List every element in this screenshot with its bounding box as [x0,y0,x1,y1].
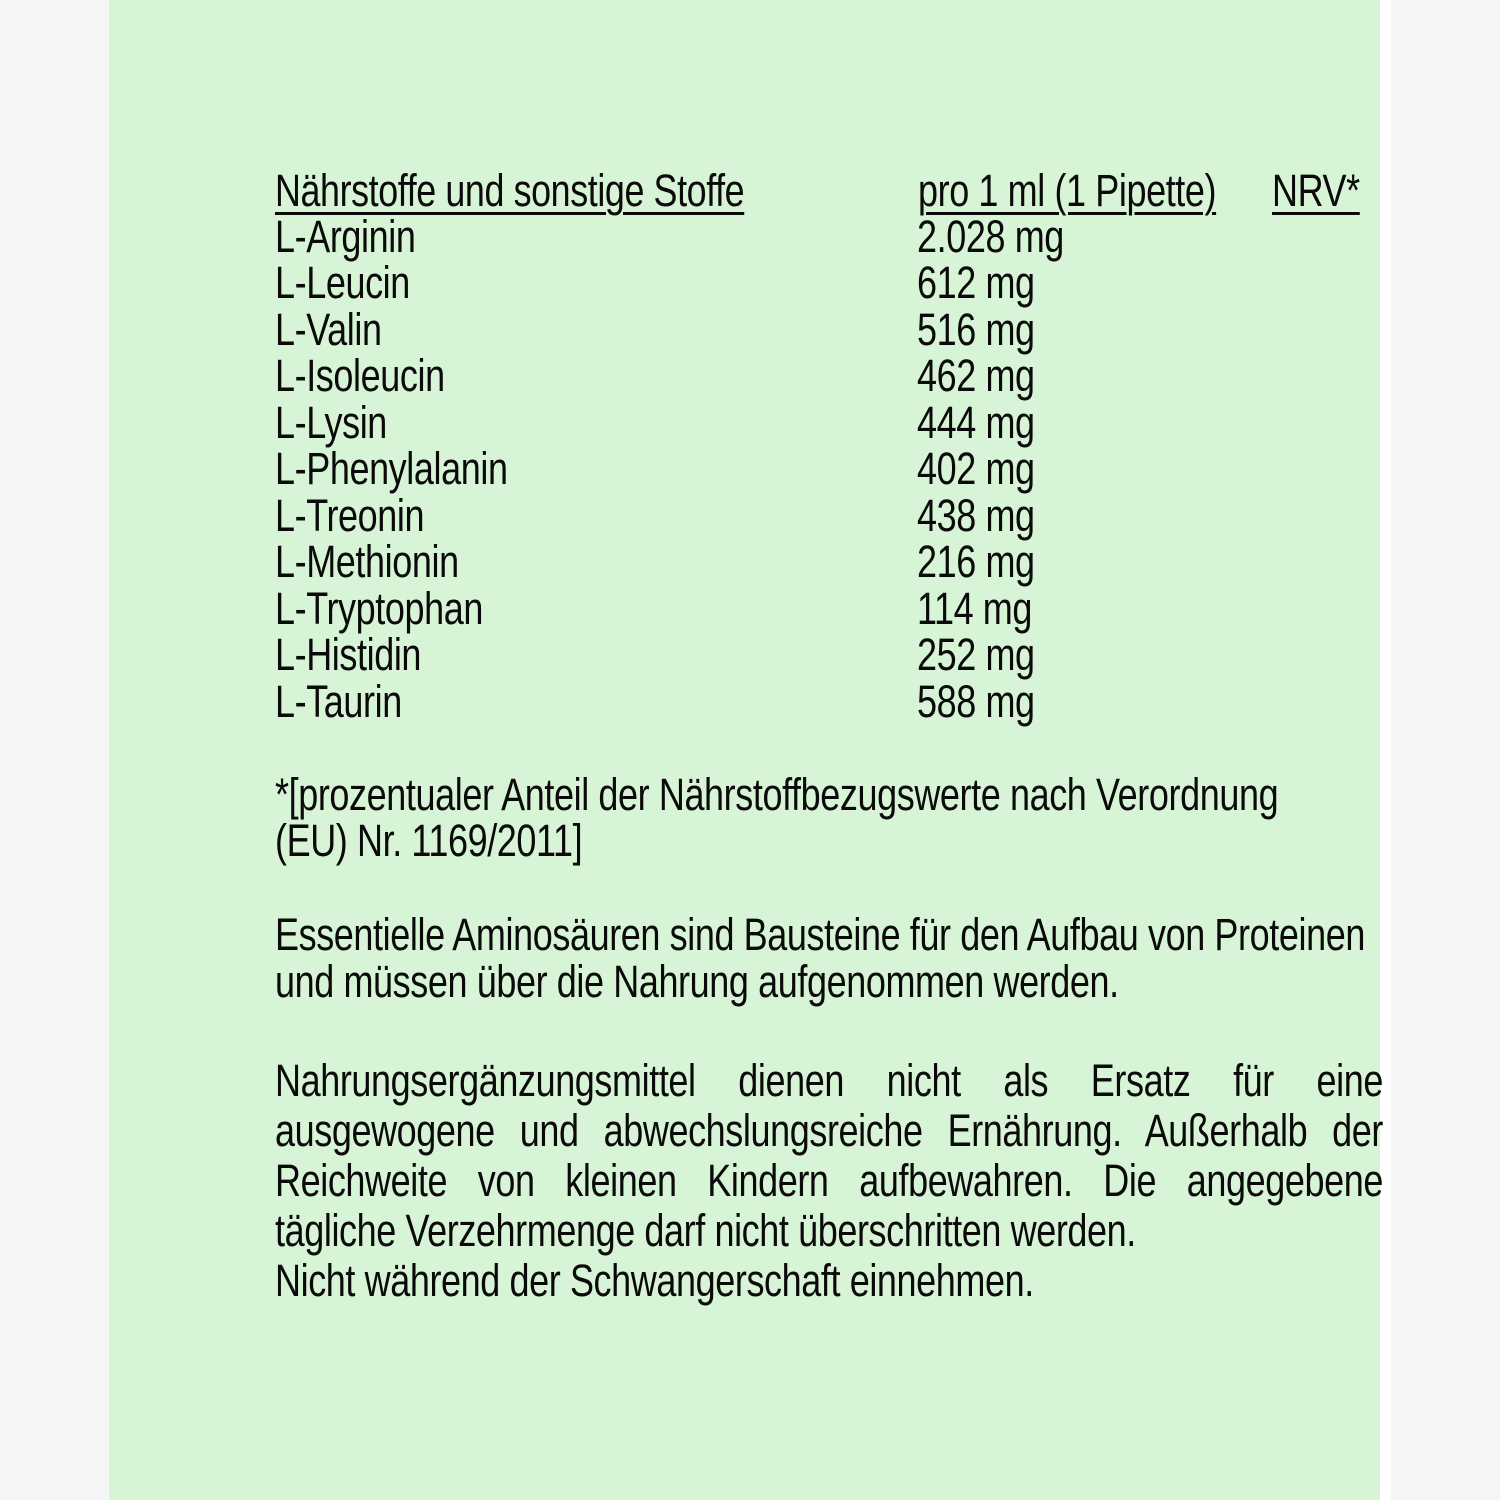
info-line: Essentielle Aminosäuren sind Bausteine für den Aufbau von Proteinen [275,909,1365,960]
disclaimer-paragraph [275,1056,1383,1306]
table-row-amount: 516 mg [917,304,1035,355]
info-line: und müssen über die Nahrung aufgenommen werden. [275,956,1119,1007]
table-row-amount: 216 mg [917,536,1035,587]
table-row-amount: 402 mg [917,443,1035,494]
table-row-amount: 444 mg [917,397,1035,448]
table-row-name: L-Histidin [275,629,422,680]
table-row-amount: 2.028 mg [917,211,1064,262]
table-row-name: L-Isoleucin [275,350,445,401]
disclaimer-line: ausgewogene und abwechslungsreiche Ernährung. Außerhalb der [275,1105,1383,1156]
table-row-name: L-Leucin [275,257,410,308]
table-row-amount: 114 mg [917,583,1033,634]
table-row-name: L-Tryptophan [275,583,483,634]
table-row-name: L-Arginin [275,211,416,262]
table-row-amount: 252 mg [917,629,1035,680]
footnote-line: (EU) Nr. 1169/2011] [275,815,583,866]
footnote-line: *[prozentualer Anteil der Nährstoffbezugswerte nach Verordnung [275,769,1279,820]
table-row-name: L-Lysin [275,397,387,448]
table-row-name: L-Phenylalanin [275,443,508,494]
disclaimer-line: tägliche Verzehrmenge darf nicht überschritten werden. [275,1205,1136,1256]
disclaimer-line: Nicht während der Schwangerschaft einnehmen. [275,1255,1034,1306]
table-row-name: L-Valin [275,304,382,355]
disclaimer-line: Reichweite von kleinen Kindern aufbewahren. Die angegebene [275,1155,1383,1206]
header-nrv: NRV* [1272,165,1360,216]
table-row-name: L-Treonin [275,490,425,541]
table-row-amount: 612 mg [917,257,1035,308]
table-row-amount: 462 mg [917,350,1035,401]
table-row-name: L-Methionin [275,536,459,587]
table-row-amount: 588 mg [917,676,1035,727]
header-nutrient: Nährstoffe und sonstige Stoffe [275,165,745,216]
header-per-dose: pro 1 ml (1 Pipette) [918,165,1217,216]
disclaimer-line: Nahrungsergänzungsmittel dienen nicht als Ersatz für eine [275,1055,1383,1106]
table-row-name: L-Taurin [275,676,402,727]
table-row-amount: 438 mg [917,490,1035,541]
